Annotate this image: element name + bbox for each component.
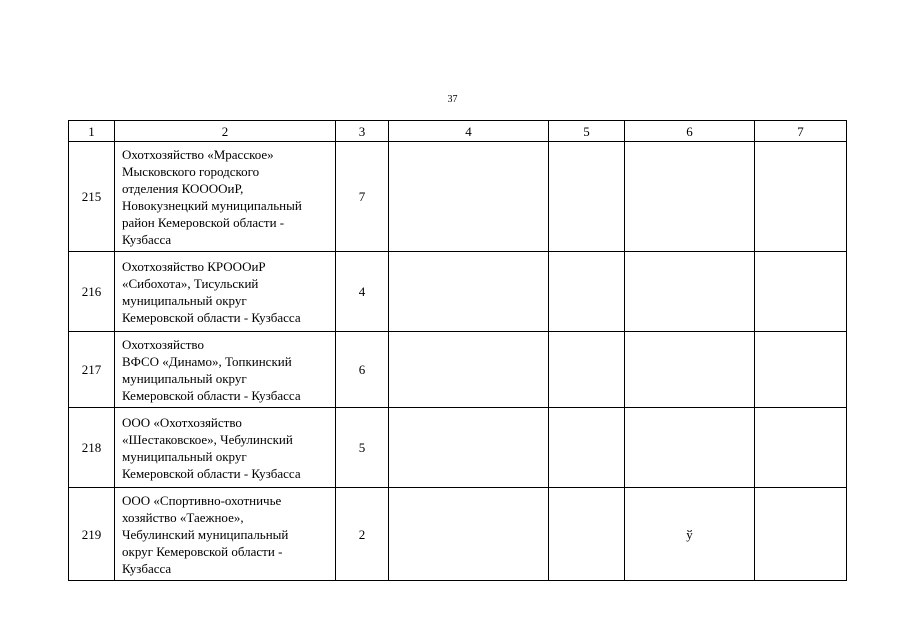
col-7-value [755, 252, 847, 332]
row-number: 215 [69, 142, 115, 252]
page-number: 37 [447, 94, 458, 105]
col-4-value [389, 142, 549, 252]
col-7-value [755, 142, 847, 252]
header-col-7: 7 [755, 121, 847, 142]
row-number: 218 [69, 408, 115, 488]
header-col-2: 2 [115, 121, 336, 142]
col-5-value [549, 142, 625, 252]
col-3-value: 2 [336, 488, 389, 581]
header-row [69, 121, 847, 142]
col-3-value: 6 [336, 332, 389, 408]
header-col-3: 3 [336, 121, 389, 142]
col-7-value [755, 488, 847, 581]
col-4-value [389, 252, 549, 332]
col-4-value [389, 332, 549, 408]
col-5-value [549, 252, 625, 332]
col-6-value [625, 408, 755, 488]
col-7-value [755, 332, 847, 408]
header-col-6: 6 [625, 121, 755, 142]
col-3-value: 4 [336, 252, 389, 332]
col-4-value [389, 408, 549, 488]
table-row [69, 142, 847, 252]
table-row [69, 408, 847, 488]
hunting-ground-name: ООО «Охотхозяйство «Шестаковское», Чебулинский муниципальный округ Кемеровской области - Кузбасса [115, 408, 336, 488]
col-4-value [389, 488, 549, 581]
header-col-5: 5 [549, 121, 625, 142]
col-6-value [625, 142, 755, 252]
col-6-value [625, 252, 755, 332]
col-5-value [549, 408, 625, 488]
col-6-value: ў [625, 488, 755, 581]
hunting-ground-name: ООО «Спортивно-охотничье хозяйство «Таежное», Чебулинский муниципальный округ Кемеровской области - Кузбасса [115, 488, 336, 581]
hunting-ground-name: Охотхозяйство «Мрасское» Мысковского городского отделения КООООиР, Новокузнецкий муниципальный район Кемеровской области - Кузбасса [115, 142, 336, 252]
header-col-1: 1 [69, 121, 115, 142]
col-3-value: 7 [336, 142, 389, 252]
row-number: 219 [69, 488, 115, 581]
col-7-value [755, 408, 847, 488]
row-number: 216 [69, 252, 115, 332]
table-row [69, 252, 847, 332]
header-col-4: 4 [389, 121, 549, 142]
col-5-value [549, 332, 625, 408]
hunting-ground-name: Охотхозяйство КРОООиР «Сибохота», Тисульский муниципальный округ Кемеровской области - Кузбасса [115, 252, 336, 332]
table-row [69, 332, 847, 408]
table-row [69, 488, 847, 581]
col-5-value [549, 488, 625, 581]
col-6-value [625, 332, 755, 408]
col-3-value: 5 [336, 408, 389, 488]
row-number: 217 [69, 332, 115, 408]
data-table [68, 120, 847, 581]
hunting-ground-name: Охотхозяйство ВФСО «Динамо», Топкинский муниципальный округ Кемеровской области - Кузбасса [115, 332, 336, 408]
